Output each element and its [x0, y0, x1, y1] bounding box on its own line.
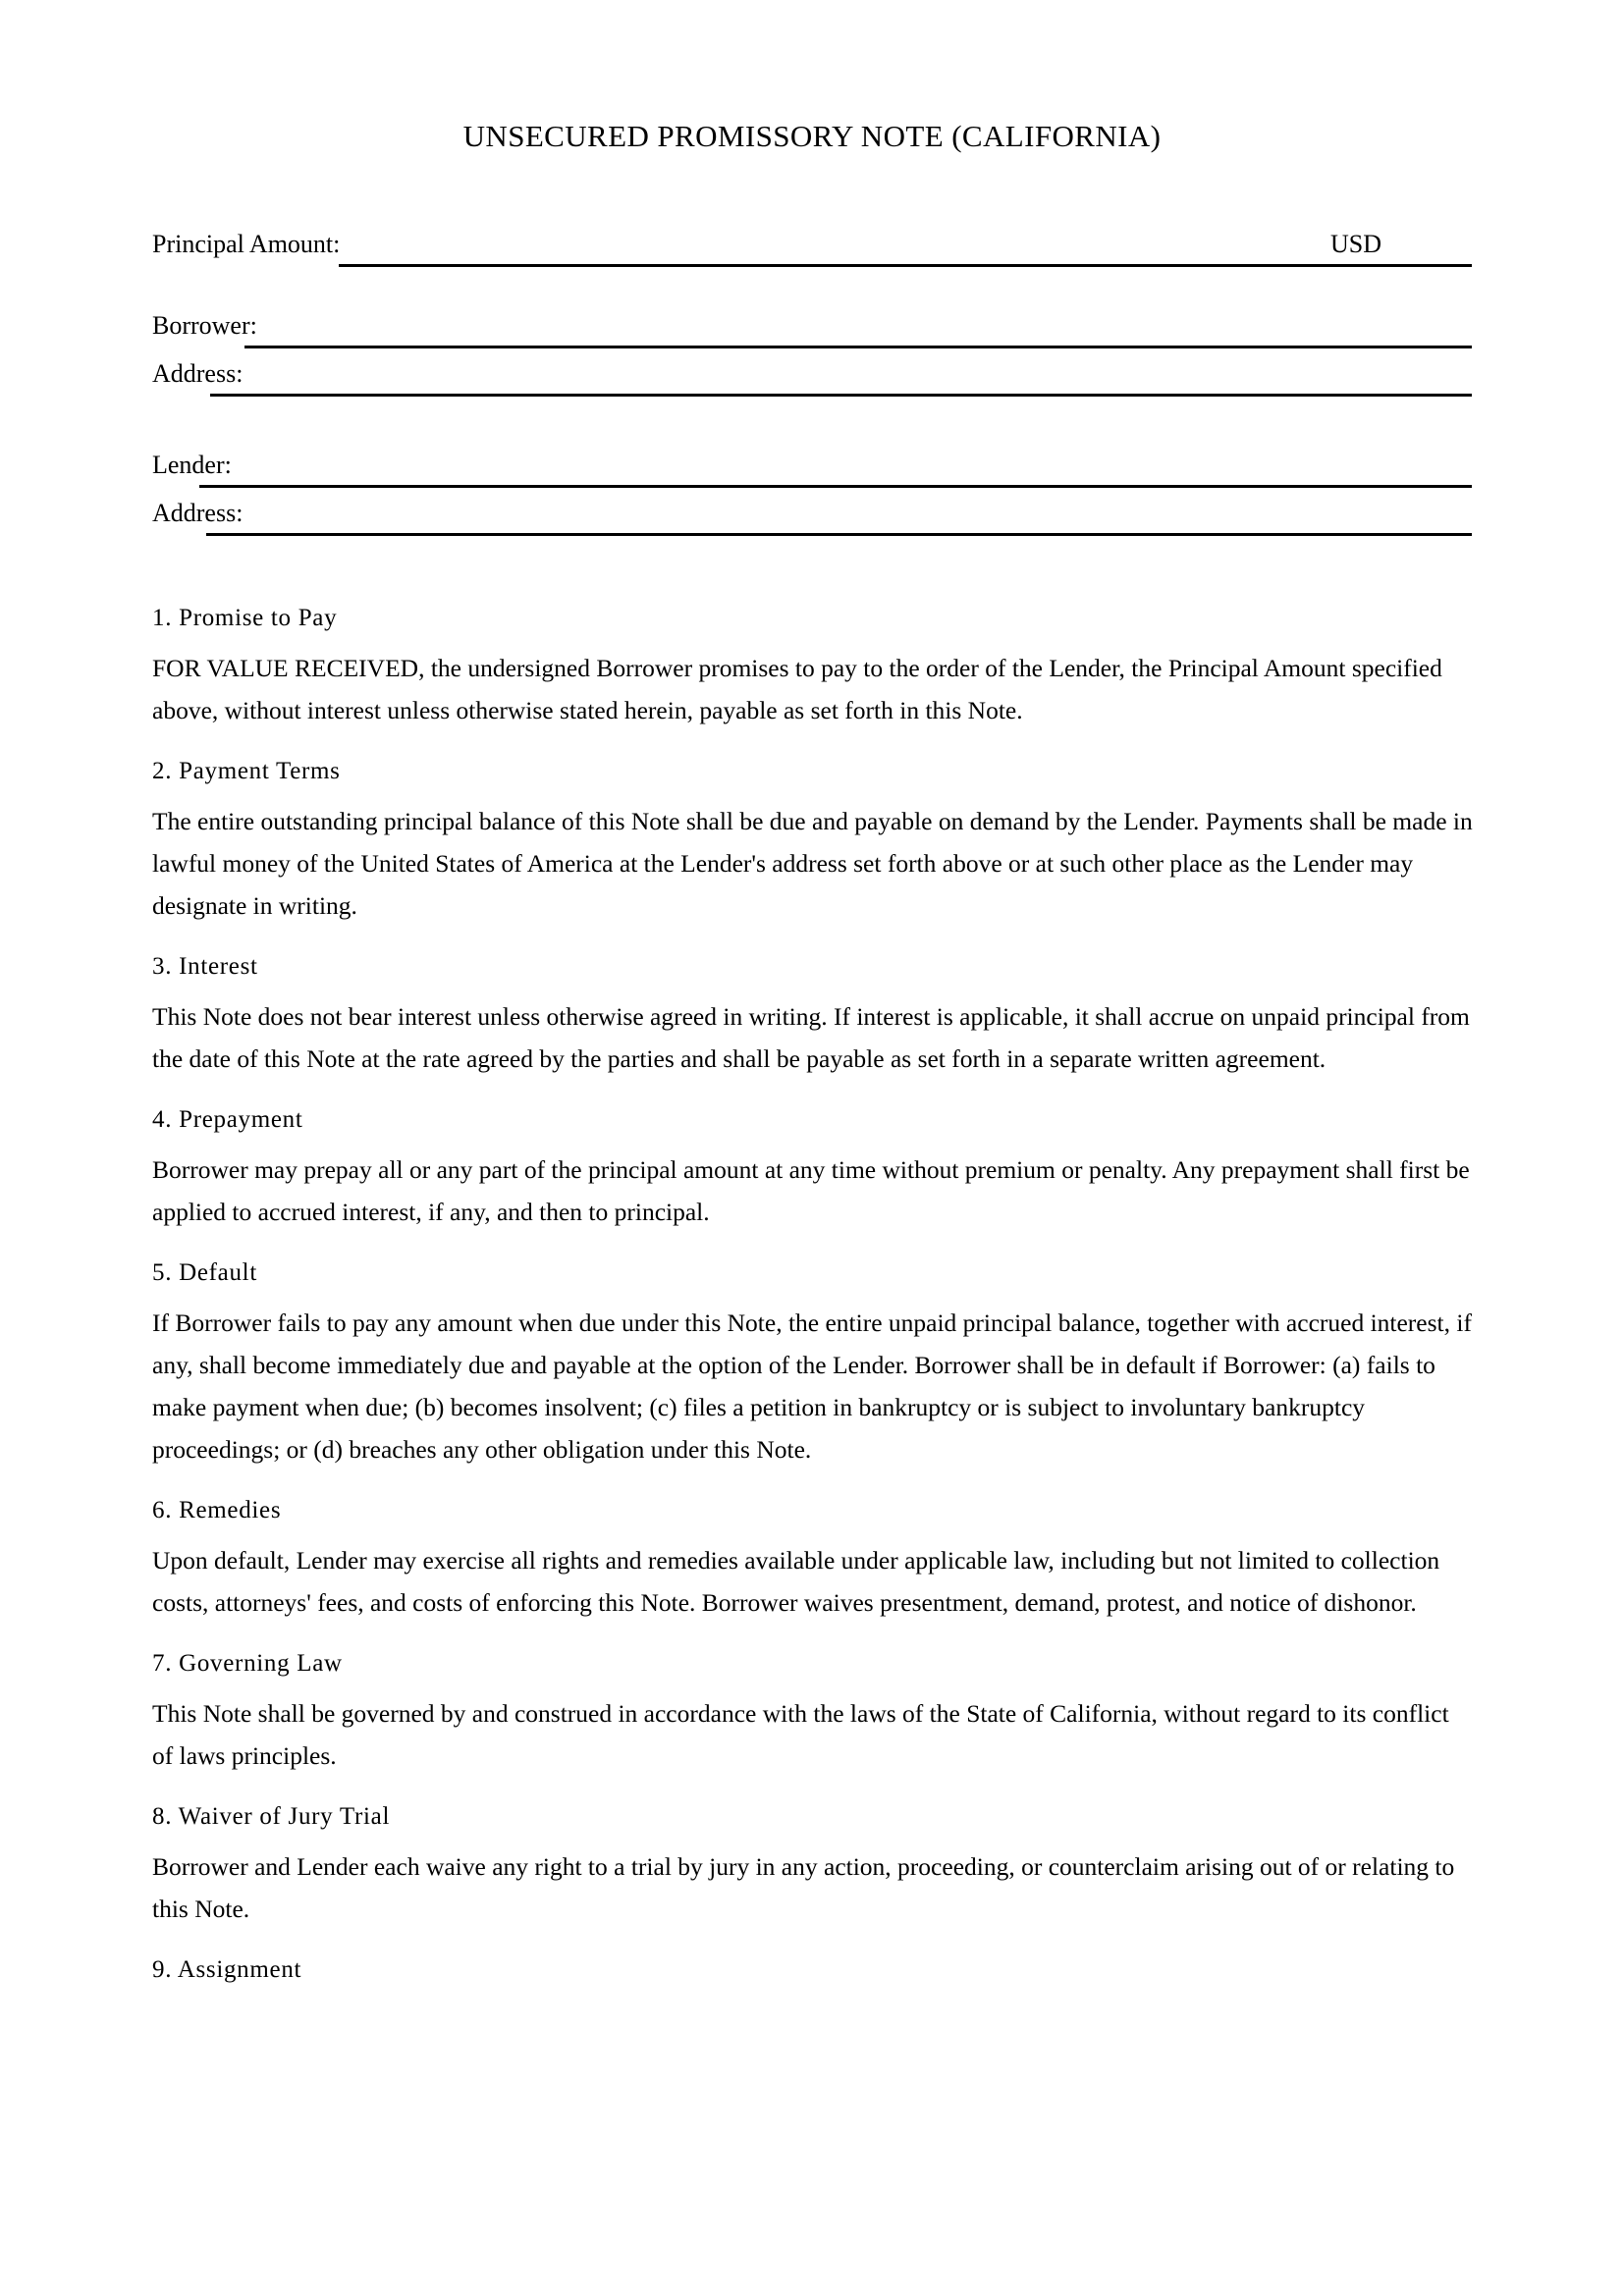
lender-name-input[interactable] [199, 485, 1472, 488]
note-sections [152, 602, 1473, 1999]
borrower-address-row [152, 357, 1472, 405]
section-prepayment [152, 1103, 1473, 1233]
section-heading: 1. Promise to Pay [152, 605, 338, 631]
section-heading: 7. Governing Law [152, 1650, 343, 1677]
borrower-address-label: Address: [152, 359, 244, 388]
section-body: Borrower and Lender each waive any right to a trial by jury in any action, proceeding, or counterclaim arising out of or relating to this Note. [152, 1852, 1455, 1923]
section-body: This Note shall be governed by and construed in accordance with the laws of the State of California, without regard to its conflict of laws principles. [152, 1699, 1449, 1770]
section-governing-law [152, 1647, 1473, 1777]
section-body: If Borrower fails to pay any amount when due under this Note, the entire unpaid principal balance, together with accrued interest, if any, shall become immediately due and payable at the option of the Lender. Borrower shall be in default if Borrower: (a) fails to make payment when due; (b) becomes insolvent; (c) files a petition in bankruptcy or is subject to involuntary bankruptcy proceedings; or (d) breaches any other obligation under this Note. [152, 1308, 1472, 1464]
section-body: FOR VALUE RECEIVED, the undersigned Borrower promises to pay to the order of the Lender, the Principal Amount specified above, without interest unless otherwise stated herein, payable as set forth in this Note. [152, 654, 1442, 724]
section-heading: 4. Prepayment [152, 1106, 303, 1133]
section-waiver-of-jury-trial [152, 1800, 1473, 1930]
borrower-name-input[interactable] [244, 346, 1472, 348]
borrower-name-row [152, 309, 1472, 357]
section-payment-terms [152, 755, 1473, 927]
principal-amount-row [152, 228, 1472, 276]
section-assignment [152, 1953, 1473, 1987]
page-title: UNSECURED PROMISSORY NOTE (CALIFORNIA) [462, 119, 1162, 153]
section-remedies [152, 1494, 1473, 1624]
principal-amount-label: Principal Amount: [152, 230, 341, 258]
lender-address-row [152, 497, 1472, 545]
section-heading: 8. Waiver of Jury Trial [152, 1803, 391, 1830]
borrower-address-input[interactable] [210, 394, 1472, 397]
section-heading: 3. Interest [152, 953, 258, 980]
borrower-name-label: Borrower: [152, 311, 257, 340]
section-body: Upon default, Lender may exercise all rights and remedies available under applicable law, including but not limited to collection costs, attorneys' fees, and costs of enforcing this Note. Borrower waives presentment, demand, protest, and notice of dishonor. [152, 1546, 1440, 1617]
party-details-form [152, 228, 1472, 545]
section-interest [152, 950, 1473, 1080]
section-body: This Note does not bear interest unless otherwise agreed in writing. If interest is applicable, it shall accrue on unpaid principal from the date of this Note at the rate agreed by the parties and shall be payable as set forth in a separate written agreement. [152, 1002, 1470, 1073]
lender-name-label: Lender: [152, 451, 232, 479]
section-default [152, 1256, 1473, 1470]
lender-name-row [152, 449, 1472, 497]
section-body: Borrower may prepay all or any part of the principal amount at any time without premium or penalty. Any prepayment shall first be applied to accrued interest, if any, and then to principal. [152, 1155, 1470, 1226]
section-body: The entire outstanding principal balance of this Note shall be due and payable on demand by the Lender. Payments shall be made in lawful money of the United States of America at the Lender's address set forth above or at such other place as the Lender may designate in writing. [152, 807, 1473, 920]
section-heading: 2. Payment Terms [152, 758, 341, 784]
principal-amount-currency-label: USD [1329, 230, 1381, 258]
section-heading: 9. Assignment [152, 1956, 302, 1983]
lender-address-input[interactable] [206, 533, 1472, 536]
spacer [152, 276, 1472, 309]
principal-amount-input[interactable] [339, 264, 1472, 267]
section-heading: 6. Remedies [152, 1497, 282, 1523]
spacer [152, 405, 1472, 449]
section-heading: 5. Default [152, 1259, 257, 1286]
section-promise-to-pay [152, 602, 1473, 731]
lender-address-label: Address: [152, 499, 244, 527]
